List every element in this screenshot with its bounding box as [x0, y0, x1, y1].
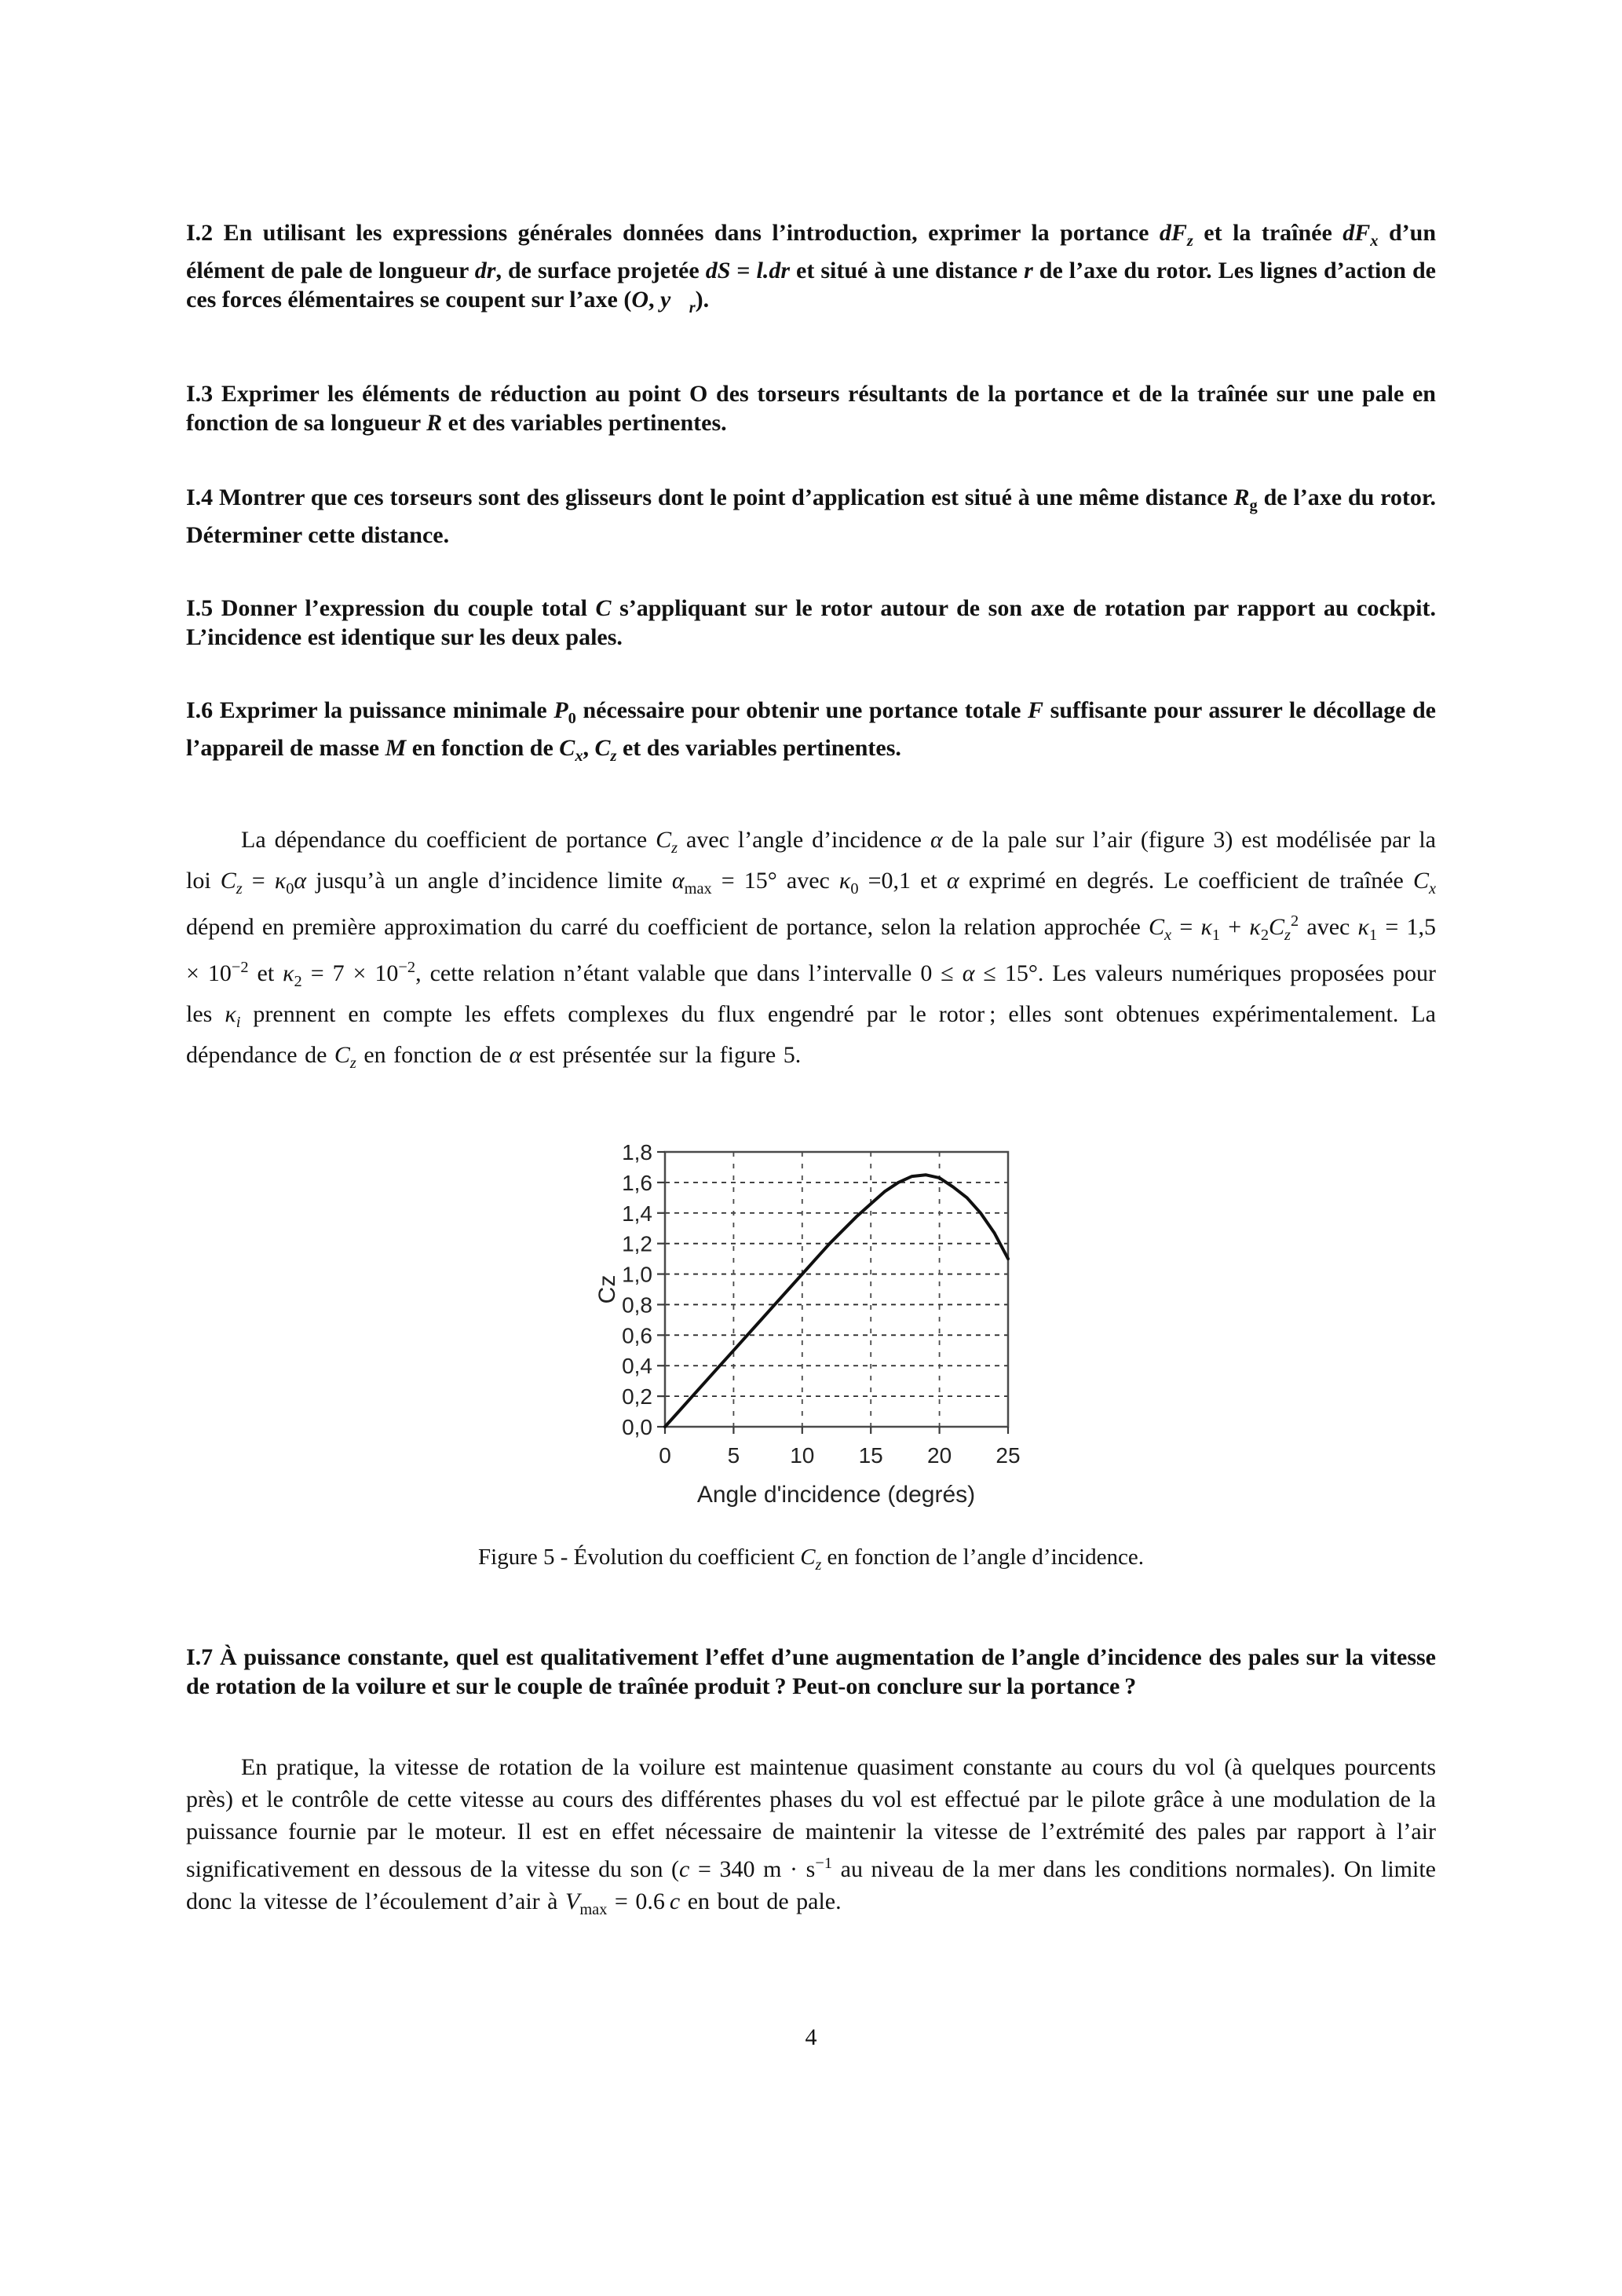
y-tick-label: 1,8	[622, 1140, 652, 1164]
y-tick-label: 0,2	[622, 1384, 652, 1409]
question-i4: I.4 Montrer que ces torseurs sont des glisseurs dont le point d’application est situé à une même distance $R_g$ de l’axe du rotor. Déterminer cette distance.	[186, 484, 1436, 548]
figure-5	[591, 1115, 1031, 1508]
plot-border	[665, 1152, 1008, 1427]
paragraph-cz-model: La dépendance du coefficient de portance $C_z$ avec l’angle d’incidence α de la pale sur l’air (figure 3) est modélisée par la loi $C_z = \kappa_0\alpha$ jusqu’à un angle d’incidence limite $\alpha_{max} = 15^\circ$ avec $\kappa_0 =0,1$ et α exprimé en degrés. Le coefficient de traînée $C_x$ dépend en première approximation du carré du coefficient de portance, selon la relation approchée $C_x = \kappa_1 + \kappa_2C_z^2$ avec $\kappa_1 = 1,5 \times 10^{-2}$ et $\kappa_2 = 7 \times 10^{-2}$, cette relation n’étant valable que dans l’intervalle 0 ≤ α ≤ 15°. Les valeurs numériques proposées pour les $\kappa_i$ prennent en compte les effets complexes du flux engendré par le rotor ; elles sont obtenues expérimentalement. La dépendance de $C_z$ en fonction de α est présentée sur la figure 5.	[186, 827, 1437, 1072]
y-axis-label: Cz	[594, 1274, 620, 1304]
y-tick-label: 0,4	[622, 1354, 652, 1379]
y-tick-label: 0,8	[622, 1292, 652, 1318]
question-i2: I.2 En utilisant les expressions générales données dans l’introduction, exprimer la portance $dF_z$ et la traînée $dF_x$ d’un élément de pale de longueur dr, de surface projetée dS = l.dr et situé à une distance r de l’axe du rotor. Les lignes d’action de ces forces élémentaires se coupent sur l’axe (O, $y⃗_r$).	[186, 220, 1437, 316]
x-tick-label: 20	[927, 1443, 952, 1468]
y-tick-label: 1,4	[622, 1201, 652, 1226]
question-i6: I.6 Exprimer la puissance minimale $P_0$ nécessaire pour obtenir une portance totale F suffisante pour assurer le décollage de l’appareil de masse M en fonction de $C_x$, $C_z$ et des variables pertinentes.	[186, 697, 1436, 765]
figure5-caption: Figure 5 - Évolution du coefficient $C_z$ en fonction de l’angle d’incidence.	[478, 1545, 1144, 1574]
question-i3: I.3 Exprimer les éléments de réduction au point O des torseurs résultants de la portance et de la traînée sur une pale en fonction de sa longueur R et des variables pertinentes.	[186, 381, 1436, 436]
paragraph-rotation-speed: En pratique, la vitesse de rotation de la voilure est maintenue quasiment constante au cours du vol (à quelques pourcents près) et le contrôle de cette vitesse au cours des différentes phases du vol est effectué par le pilote grâce à une modulation de la puissance fournie par le moteur. Il est en effet nécessaire de maintenir la vitesse de l’extrémité des pales par rapport à l’air significativement en dessous de la vitesse du son (c = 340 $m \cdot s^{-1}$ au niveau de la mer dans les conditions normales). On limite donc la vitesse de l’écoulement d’air à $V_{max} = 0.6$ c en bout de pale.	[186, 1753, 1436, 1918]
page-number: 4	[805, 2024, 817, 2050]
figure5-chart	[591, 1115, 1031, 1508]
y-tick-label: 1,6	[622, 1170, 652, 1195]
x-tick-label: 0	[659, 1443, 671, 1468]
question-i7: I.7 À puissance constante, quel est qualitativement l’effet d’une augmentation de l’angle d’incidence des pales sur la vitesse de rotation de la voilure et sur le couple de traînée produit ? Peut-on conclure sur la portance ?	[186, 1643, 1436, 1699]
x-axis-label: Angle d'incidence (degrés)	[696, 1482, 976, 1508]
question-i5: I.5 Donner l’expression du couple total C s’appliquant sur le rotor autour de son axe de rotation par rapport au cockpit. L’incidence est identique sur les deux pales.	[186, 595, 1436, 650]
x-tick-label: 25	[995, 1443, 1021, 1468]
y-tick-label: 1,2	[622, 1231, 652, 1256]
x-tick-label: 5	[727, 1443, 740, 1468]
x-tick-label: 10	[790, 1443, 815, 1468]
y-tick-label: 0,6	[622, 1323, 652, 1348]
x-tick-label: 15	[858, 1443, 883, 1468]
document-page	[186, 0, 1436, 2051]
y-tick-label: 1,0	[622, 1262, 652, 1287]
y-tick-label: 0,0	[622, 1415, 652, 1439]
